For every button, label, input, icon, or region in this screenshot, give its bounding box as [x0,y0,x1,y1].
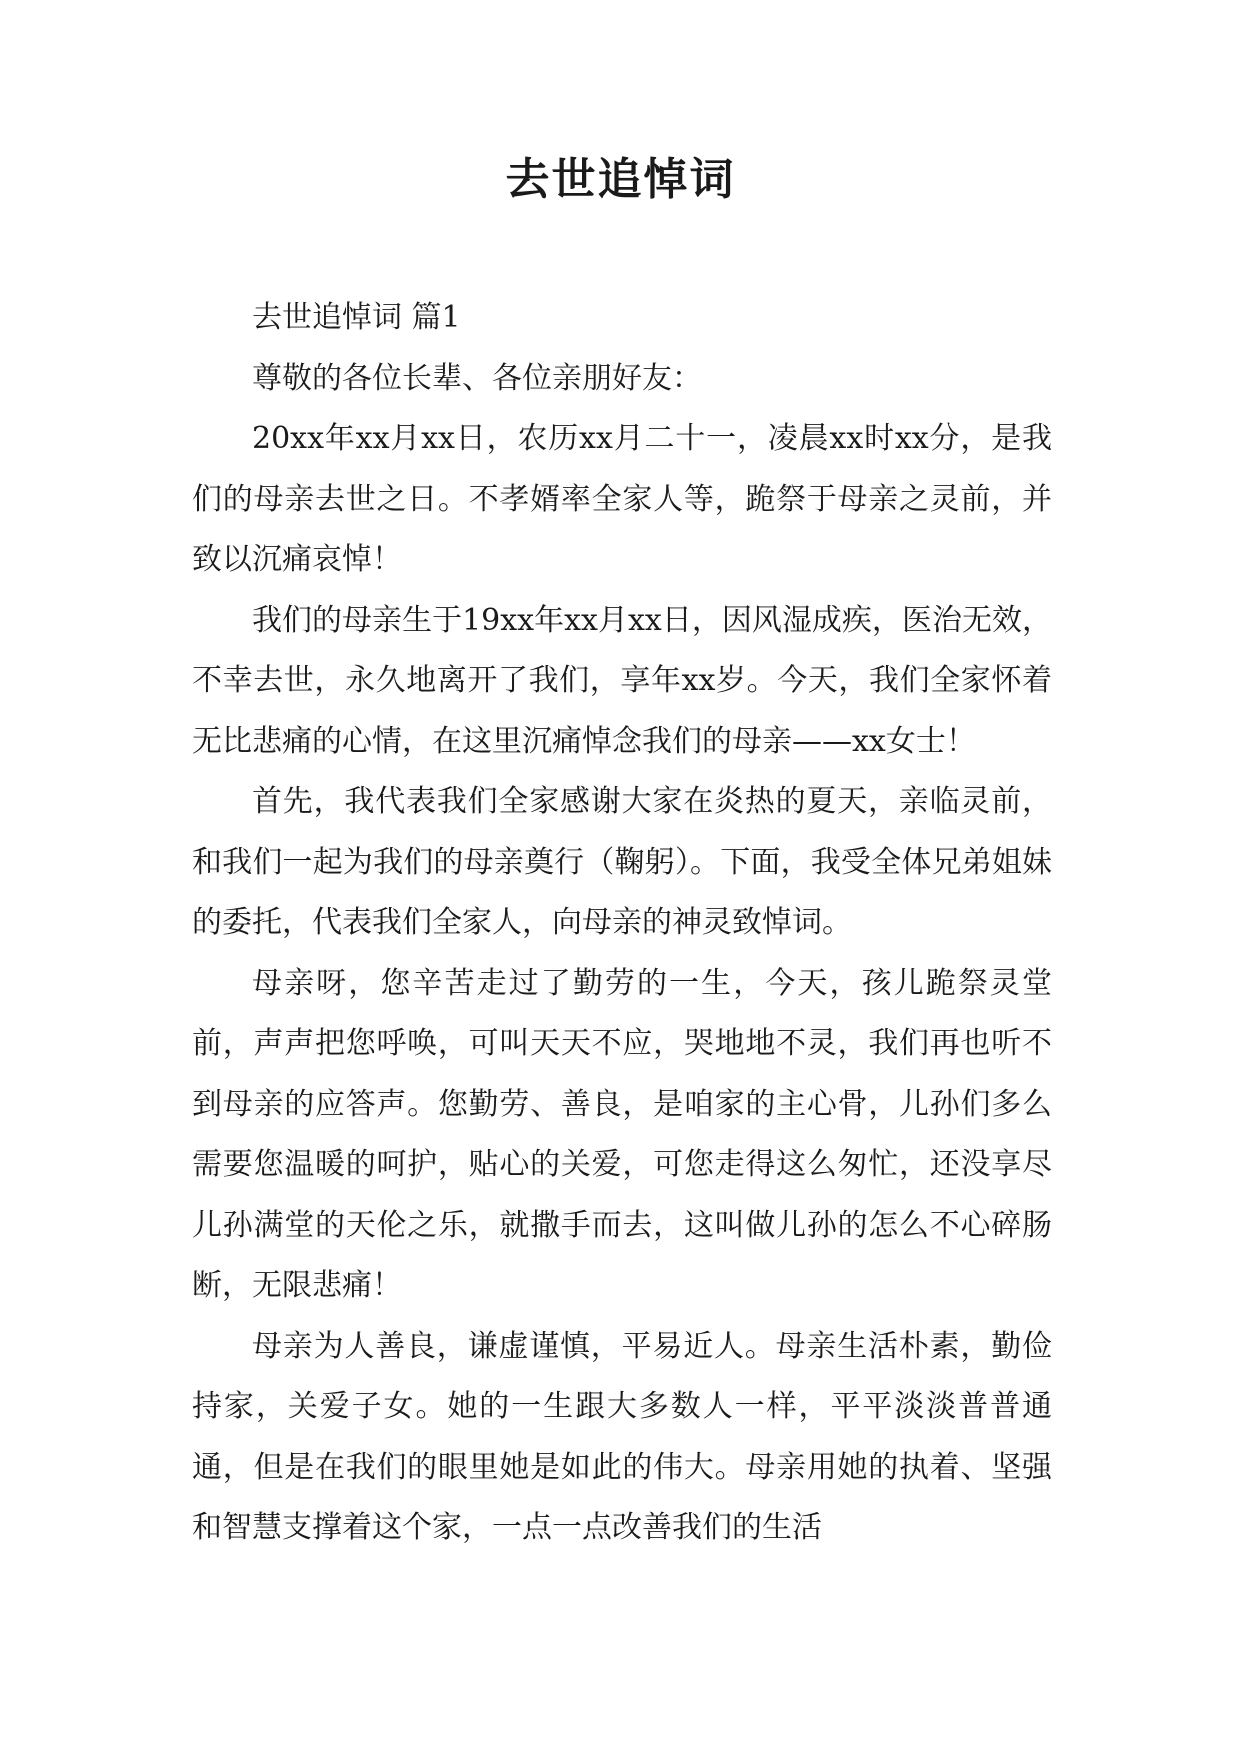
paragraph: 母亲为人善良，谦虚谨慎，平易近人。母亲生活朴素，勤俭持家，关爱子女。她的一生跟大多数人一样，平平淡淡普普通通，但是在我们的眼里她是如此的伟大。母亲用她的执着、坚强和智慧支撑着这个家，一点一点改善我们的生活 [192,1328,1052,1545]
document-title: 去世追悼词 [505,154,736,205]
paragraph: 母亲呀，您辛苦走过了勤劳的一生，今天，孩儿跪祭灵堂前，声声把您呼唤，可叫天天不应，哭地地不灵，我们再也听不到母亲的应答声。您勤劳、善良，是咱家的主心骨，儿孙们多么需要您温暖的呵护，贴心的关爱，可您走得这么匆忙，还没享尽儿孙满堂的天伦之乐，就撒手而去，这叫做儿孙的怎么不心碎肠断，无限悲痛！ [192,965,1052,1303]
paragraph-heading: 去世追悼词 篇1 [252,300,461,335]
paragraph: 首先，我代表我们全家感谢大家在炎热的夏天，亲临灵前，和我们一起为我们的母亲奠行（鞠躬）。下面，我受全体兄弟姐妹的委托，代表我们全家人，向母亲的神灵致悼词。 [192,784,1052,940]
paragraph-salutation: 尊敬的各位长辈、各位亲朋好友： [252,360,702,396]
paragraph: 我们的母亲生于19xx年xx月xx日，因风湿成疾，医治无效，不幸去世，永久地离开了我们，享年xx岁。今天，我们全家怀着无比悲痛的心情，在这里沉痛悼念我们的母亲——xx女士！ [192,602,1052,759]
document-body [192,288,1052,1559]
paragraph: 20xx年xx月xx日，农历xx月二十一，凌晨xx时xx分，是我们的母亲去世之日。不孝婿率全家人等，跪祭于母亲之灵前，并致以沉痛哀悼！ [192,421,1052,577]
